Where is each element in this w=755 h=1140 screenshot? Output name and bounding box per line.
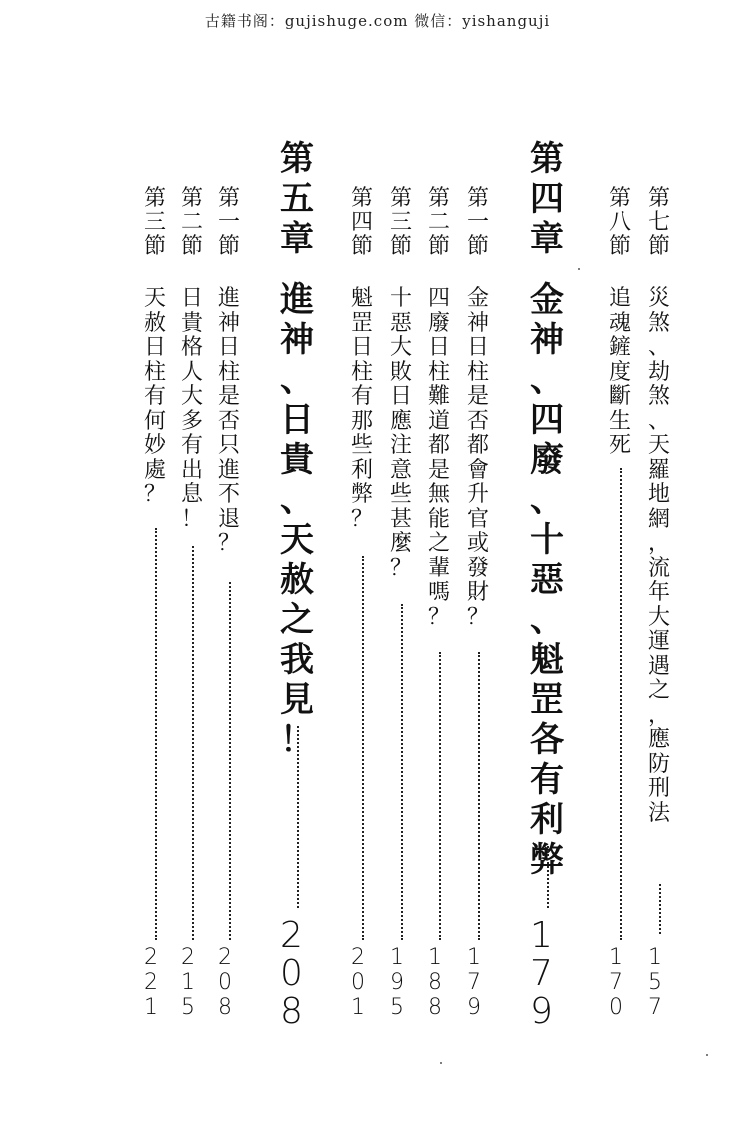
section-label: 第 三 節	[390, 186, 413, 259]
toc-entry-s8[interactable]	[609, 0, 635, 1140]
page-number: 1 5 7	[648, 945, 662, 1020]
dot-leader	[659, 884, 665, 934]
section-label: 第 一 節	[218, 186, 241, 259]
section-title: 四 廢 日 柱 難 道 都 是 無 能 之 輩 嗎 ？	[428, 286, 451, 630]
page-number: 2 2 1	[144, 945, 158, 1020]
section-label: 第 七 節	[648, 186, 671, 259]
page-number: 2 0 1	[351, 945, 365, 1020]
toc-entry-c4s2[interactable]	[428, 0, 454, 1140]
toc-entry-c5s3[interactable]	[144, 0, 170, 1140]
dot-leader	[547, 846, 553, 908]
scan-speck	[578, 268, 580, 270]
toc-entry-c5s1[interactable]	[218, 0, 244, 1140]
toc-entry-ch5[interactable]	[280, 0, 320, 1140]
page-number: 1 9 5	[390, 945, 404, 1020]
dot-leader	[401, 604, 407, 940]
section-title: 進 神 日 柱 是 否 只 進 不 退 ？	[218, 286, 241, 556]
section-label: 第 二 節	[181, 186, 204, 259]
toc-entry-c5s2[interactable]	[181, 0, 207, 1140]
section-title: 魁 罡 日 柱 有 那 些 利 弊 ？	[351, 286, 374, 532]
dot-leader	[362, 556, 368, 940]
section-title: 十 惡 大 敗 日 應 注 意 些 甚 麼 ？	[390, 286, 413, 581]
toc-entry-c4s3[interactable]	[390, 0, 416, 1140]
dot-leader	[439, 652, 445, 940]
dot-leader	[478, 652, 484, 940]
page-number: 2 0 8	[218, 945, 232, 1020]
section-label: 第 三 節	[144, 186, 167, 259]
dot-leader	[155, 528, 161, 940]
chapter-title: 金 神 、 四 廢 、 十 惡 、 魁 罡 各 有 利 弊	[530, 280, 564, 880]
toc-entry-c4s4[interactable]	[351, 0, 377, 1140]
page-number: 2 0 8	[280, 915, 303, 1032]
watermark-text: 古籍书阁：gujishuge.com 微信：yishanguji	[204, 12, 551, 30]
toc-entry-c4s1[interactable]	[467, 0, 493, 1140]
section-label: 第 二 節	[428, 186, 451, 259]
section-title: 災 煞 、 劫 煞 、 天 羅 地 網 ， 流 年 大 運 遇 之 ， 應 防 刑 法	[648, 286, 671, 826]
page-number: 1 7 0	[609, 945, 623, 1020]
page-number: 1 7 9	[530, 915, 553, 1032]
page-number: 1 8 8	[428, 945, 442, 1020]
scan-speck	[440, 1062, 442, 1064]
dot-leader	[192, 546, 198, 940]
page-number: 1 7 9	[467, 945, 481, 1020]
scan-speck	[706, 1054, 708, 1056]
page-number: 2 1 5	[181, 945, 195, 1020]
dot-leader	[620, 468, 626, 940]
chapter-label: 第 四 章	[530, 139, 564, 259]
section-title: 金 神 日 柱 是 否 都 會 升 官 或 發 財 ？	[467, 286, 490, 630]
section-title: 追 魂 鏟 度 斷 生 死	[609, 286, 632, 458]
section-label: 第 一 節	[467, 186, 490, 259]
section-title: 天 赦 日 柱 有 何 妙 處 ？	[144, 286, 167, 507]
section-label: 第 八 節	[609, 186, 632, 259]
dot-leader	[297, 726, 303, 908]
toc-entry-s7[interactable]	[648, 0, 674, 1140]
chapter-label: 第 五 章	[280, 139, 314, 259]
section-label: 第 四 節	[351, 186, 374, 259]
section-title: 日 貴 格 人 大 多 有 出 息 ！	[181, 286, 204, 532]
toc-entry-ch4[interactable]	[530, 0, 570, 1140]
dot-leader	[229, 582, 235, 940]
chapter-title: 進 神 、 日 貴 、 天 赦 之 我 見 ！	[280, 280, 314, 760]
